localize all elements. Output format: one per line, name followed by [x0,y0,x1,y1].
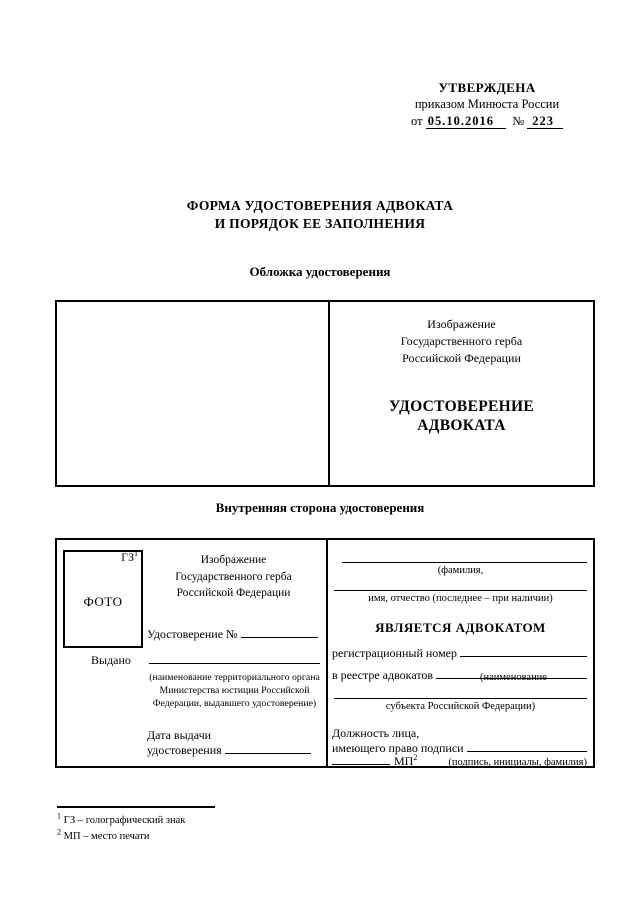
issue-date-label-line2: удостоверения [147,743,222,757]
certificate-number-label: Удостоверение № [147,627,238,641]
emblem-small-line2: Государственного герба [175,570,292,583]
emblem-caption-line3: Российской Федерации [402,351,521,365]
inner-right-panel [328,540,593,766]
cover-box [55,300,595,487]
hologram-mark [121,549,138,564]
footnotes [57,813,457,844]
signature-blank [467,751,587,752]
card-title-line2: АДВОКАТА [417,417,506,434]
approval-stamp [370,79,604,130]
signature-caption: (подпись, инициалы, фамилия) [448,757,587,768]
surname-blank [342,562,587,563]
footnote-separator [57,806,215,808]
approval-status: УТВЕРЖДЕНА [438,80,536,95]
document-title-line1: ФОРМА УДОСТОВЕРЕНИЯ АДВОКАТА [186,198,454,213]
name-blank [334,590,587,591]
registry-label: в реестре адвокатов [332,668,434,682]
inner-box [55,538,595,768]
card-title [330,397,593,435]
seal-abbr: МП [394,754,414,768]
approval-order: приказом Минюста России [414,97,560,111]
inner-section-heading: Внутренняя сторона удостоверения [215,500,425,515]
registration-number-blank [460,656,587,657]
footnote-1 [57,813,457,829]
emblem-caption-line2: Государственного герба [400,334,523,348]
footnote-2 [57,829,457,845]
registration-number-row [332,646,587,661]
issue-date-row [147,743,318,758]
footnote-1-text: ГЗ – голографический знак [63,815,186,826]
signer-label-line2: имеющего право подписи [332,741,464,755]
cover-section-heading: Обложка удостоверения [249,264,391,279]
card-title-line1: УДОСТОВЕРЕНИЕ [389,398,534,415]
approval-date-prefix: от [411,114,423,128]
certificate-number-row [147,627,318,642]
issue-date-label-line1: Дата выдачи [147,728,212,742]
emblem-small-line3: Российской Федерации [176,587,291,599]
seal-lead-blank [332,764,390,765]
issued-row [91,653,320,668]
certificate-number-blank [241,637,319,638]
footnote-2-ref: 2 [57,827,61,836]
cover-left-panel [57,302,330,485]
hologram-abbr: ГЗ [121,552,134,564]
registry-caption-part1: (наименование [480,672,547,683]
issued-blank [149,663,320,664]
surname-caption: (фамилия, [437,565,484,576]
hologram-footnote-ref: 1 [134,549,138,559]
issued-label: Выдано [91,653,131,667]
cover-right-panel [330,302,593,485]
photo-placeholder-label: ФОТО [83,594,123,609]
inner-left-panel [57,540,328,766]
emblem-caption [330,316,593,367]
approval-number: 223 [527,114,563,129]
approval-number-sign: № [512,114,525,128]
statement-is-advocate: ЯВЛЯЕТСЯ АДВОКАТОМ [375,620,546,635]
footnote-1-ref: 1 [57,811,61,821]
emblem-caption-small [145,552,322,602]
issued-caption: (наименование территориального органа Министерства юстиции Российской Федерации, выдавшего удостоверение) [149,672,320,710]
document-title-line2: И ПОРЯДОК ЕЕ ЗАПОЛНЕНИЯ [214,215,426,231]
seal-row [332,754,587,769]
issue-date-blank [225,753,311,754]
signer-label-line1: Должность лица, [332,726,420,740]
seal-footnote-ref: 2 [413,753,418,762]
footnote-2-text: МП – место печати [63,830,150,842]
name-caption: имя, отчество (последнее – при наличии) [368,593,553,604]
approval-date-line [370,113,604,130]
registration-number-label: регистрационный номер [332,646,457,660]
approval-date: 05.10.2016 [426,114,506,129]
registry-caption-part2: субъекта Российской Федерации) [385,701,536,712]
photo-box [63,550,143,648]
registry-blank-2 [334,698,587,699]
document-title [0,197,640,232]
emblem-caption-line1: Изображение [427,317,496,331]
emblem-small-line1: Изображение [200,554,267,566]
issue-date-block [147,728,318,758]
seal-mark [394,754,417,769]
